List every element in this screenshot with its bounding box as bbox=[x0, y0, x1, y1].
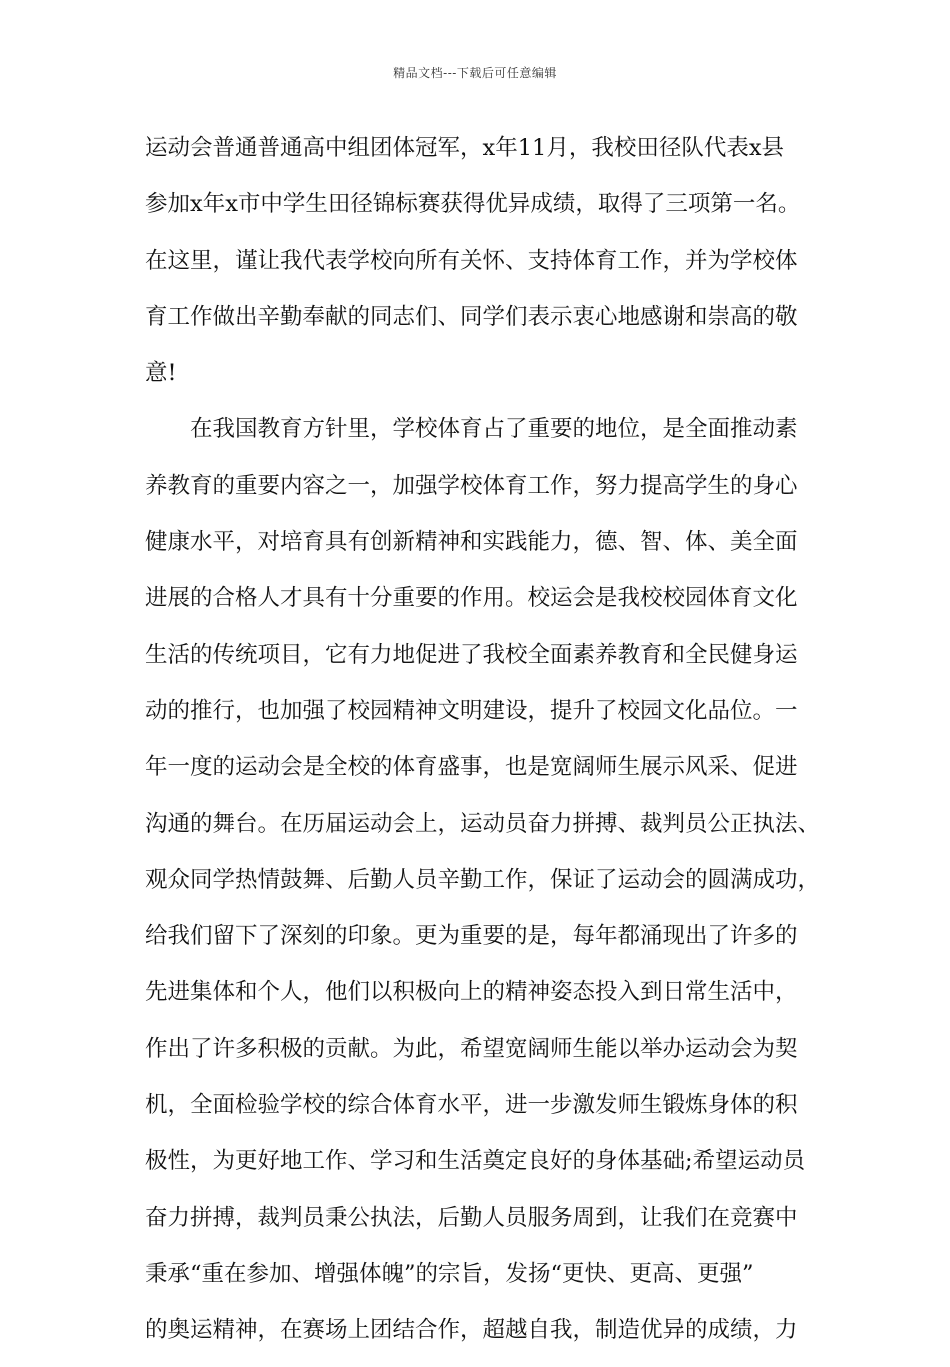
text-line: 给我们留下了深刻的印象。更为重要的是，每年都涌现出了许多的 bbox=[145, 923, 798, 950]
text-line: 极性，为更好地工作、学习和生活奠定良好的身体基础;希望运动员 bbox=[145, 1148, 806, 1175]
text-line: 育工作做出辛勤奉献的同志们、同学们表示衷心地感谢和崇高的敬 bbox=[145, 303, 798, 330]
text-line: 作出了许多积极的贡献。为此，希望宽阔师生能以举办运动会为契 bbox=[145, 1035, 798, 1062]
text-line: 先进集体和个人，他们以积极向上的精神姿态投入到日常生活中， bbox=[145, 979, 798, 1006]
text-line: 生活的传统项目，它有力地促进了我校全面素养教育和全民健身运 bbox=[145, 641, 798, 668]
page-header: 精品文档---下载后可任意编辑 bbox=[393, 66, 557, 80]
text-line: 年一度的运动会是全校的体育盛事，也是宽阔师生展示风采、促进 bbox=[145, 754, 798, 781]
paragraph-first-line: 在我国教育方针里，学校体育占了重要的地位，是全面推动素 bbox=[190, 416, 798, 443]
text-line: 动的推行，也加强了校园精神文明建设，提升了校园文化品位。一 bbox=[145, 697, 798, 724]
text-line: 健康水平，对培育具有创新精神和实践能力，德、智、体、美全面 bbox=[145, 529, 798, 556]
text-line: 观众同学热情鼓舞、后勤人员辛勤工作，保证了运动会的圆满成功， bbox=[145, 866, 821, 893]
text-line: 运动会普通普通高中组团体冠军，x年11月，我校田径队代表x县 bbox=[145, 135, 785, 161]
document-body bbox=[145, 128, 825, 1367]
text-line: 秉承“重在参加、增强体魄”的宗旨，发扬“更快、更高、更强” bbox=[145, 1260, 754, 1287]
text-line: 意! bbox=[145, 360, 177, 387]
text-line: 养教育的重要内容之一，加强学校体育工作，努力提高学生的身心 bbox=[145, 472, 798, 499]
text-line: 机，全面检验学校的综合体育水平，进一步激发师生锻炼身体的积 bbox=[145, 1092, 798, 1119]
text-line: 进展的合格人才具有十分重要的作用。校运会是我校校园体育文化 bbox=[145, 585, 798, 612]
text-line: 在这里，谨让我代表学校向所有关怀、支持体育工作，并为学校体 bbox=[145, 247, 798, 274]
text-line: 的奥运精神，在赛场上团结合作，超越自我，制造优异的成绩，力 bbox=[145, 1317, 798, 1344]
text-line: 奋力拼搏，裁判员秉公执法，后勤人员服务周到，让我们在竞赛中 bbox=[145, 1204, 798, 1231]
text-line: 参加x年x市中学生田径锦标赛获得优异成绩，取得了三项第一名。 bbox=[145, 191, 801, 218]
text-line: 沟通的舞台。在历届运动会上，运动员奋力拼搏、裁判员公正执法、 bbox=[145, 810, 821, 837]
